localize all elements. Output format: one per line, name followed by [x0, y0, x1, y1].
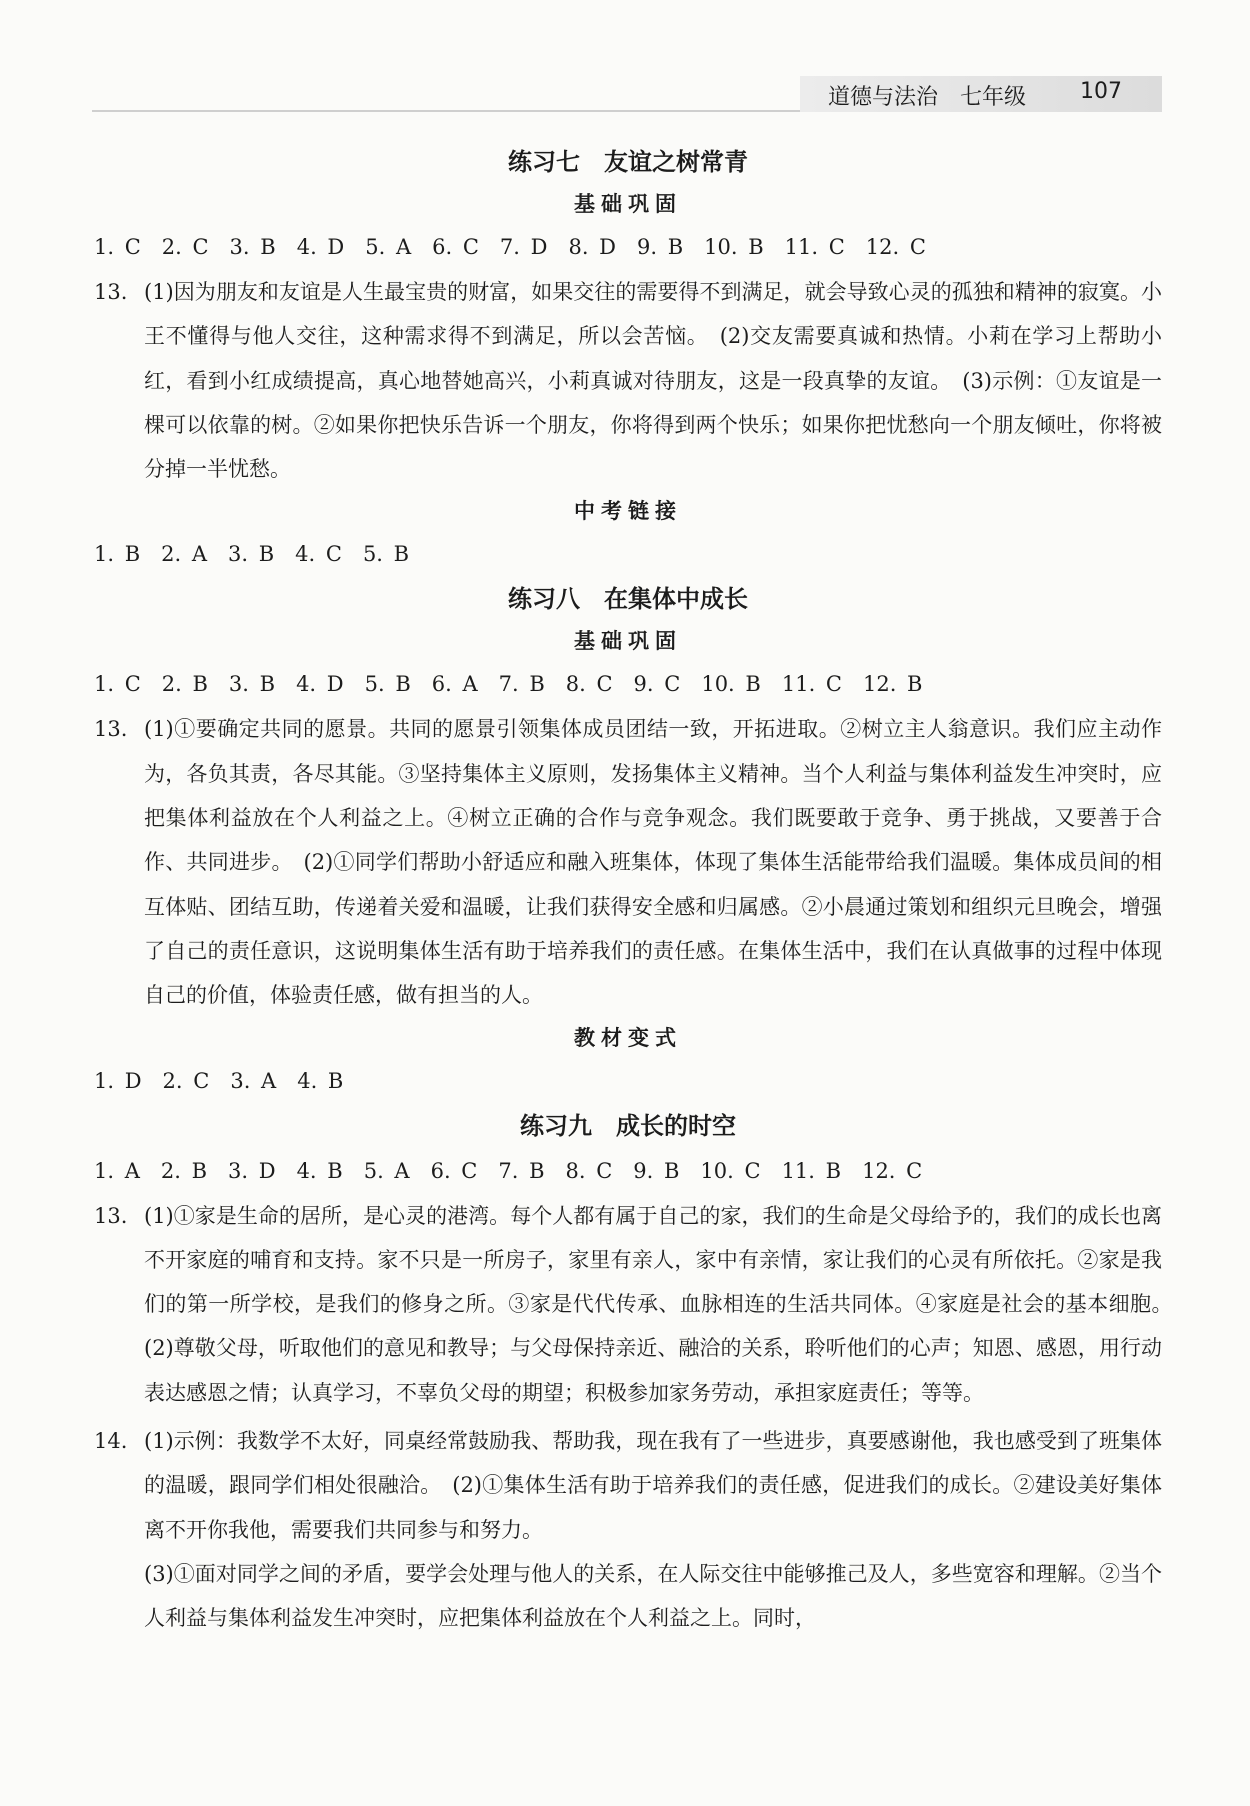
answer-content	[94, 140, 1183, 1641]
subsection-exam-7: 中考链接	[574, 499, 682, 524]
subsection-variant-8: 教材变式	[574, 1025, 682, 1050]
mc-answers-7: 1. C 2. C 3. B 4. D 5. A 6. C 7. D 8. D 9. B 10. B 11. C 12. C	[94, 235, 926, 259]
subsection-basic-8: 基础巩固	[574, 629, 682, 654]
section-title-8: 练习八 在集体中成长	[508, 584, 748, 614]
question-answer: (1)①要确定共同的愿景。共同的愿景引领集体成员团结一致，开拓进取。②树立主人翁意识。我们应主动作为，各负其责，各尽其能。③坚持集体主义原则，发扬集体主义精神。当个人利益与集体利益发生冲突时，应把集体利益放在个人利益之上。④树立正确的合作与竞争观念。我们既要敢于竞争、勇于挑战，又要善于合作、共同进步。 (2)①同学们帮助小舒适应和融入班集体，体现了集体生活能带给我们温暖。集体成员间的相互体贴、团结互助，传递着关爱和温暖，让我们获得安全感和归属感。②小晨通过策划和组织元旦晚会，增强了自己的责任意识，这说明集体生活有助于培养我们的责任感。在集体生活中，我们在认真做事的过程中体现自己的价值，体验责任感，做有担当的人。	[144, 717, 1162, 1008]
question-answer: (1)因为朋友和友谊是人生最宝贵的财富，如果交往的需要得不到满足，就会导致心灵的孤独和精神的寂寞。小王不懂得与他人交往，这种需求得不到满足，所以会苦恼。 (2)交友需要真诚和热情。小莉在学习上帮助小红，看到小红成绩提高，真心地替她高兴，小莉真诚对待朋友，这是一段真挚的友谊。 (3)示例：①友谊是一棵可以依靠的树。②如果你把快乐告诉一个朋友，你将得到两个快乐；如果你把忧愁向一个朋友倾吐，你将被分掉一半忧愁。	[144, 280, 1162, 482]
question-13-s8	[94, 707, 1162, 1017]
question-number: 13.	[94, 717, 128, 742]
question-13-s7	[94, 270, 1162, 491]
question-14-s9	[94, 1419, 1162, 1552]
question-number: 14.	[94, 1429, 128, 1454]
question-number: 13.	[94, 1203, 128, 1228]
question-14-continuation: (3)①面对同学之间的矛盾，要学会处理与他人的关系，在人际交往中能够推己及人，多些宽容和理解。②当个人利益与集体利益发生冲突时，应把集体利益放在个人利益之上。同时，	[144, 1561, 1162, 1631]
subsection-basic-7: 基础巩固	[574, 192, 682, 216]
mc-answers-9: 1. A 2. B 3. D 4. B 5. A 6. C 7. B 8. C 9. B 10. C 11. B 12. C	[94, 1158, 923, 1183]
page-number: 107	[1080, 79, 1122, 104]
question-answer: (1)示例：我数学不太好，同桌经常鼓励我、帮助我，现在我有了一些进步，真要感谢他，我也感受到了班集体的温暖，跟同学们相处很融洽。 (2)①集体生活有助于培养我们的责任感，促进我们的成长。②建设美好集体离不开你我他，需要我们共同参与和努力。	[144, 1429, 1162, 1542]
question-number: 13.	[94, 280, 128, 304]
variant-answers-8: 1. D 2. C 3. A 4. B	[94, 1068, 344, 1093]
question-13-s9	[94, 1194, 1183, 1415]
exam-answers-7: 1. B 2. A 3. B 4. C 5. B	[94, 542, 410, 567]
header-title: 道德与法治 七年级	[828, 85, 1027, 110]
mc-answers-8: 1. C 2. B 3. B 4. D 5. B 6. A 7. B 8. C 9. C 10. B 11. C 12. B	[94, 672, 923, 697]
section-title-9: 练习九 成长的时空	[520, 1110, 736, 1140]
section-title-7: 练习七 友谊之树常青	[508, 147, 748, 176]
question-answer: (1)①家是生命的居所，是心灵的港湾。每个人都有属于自己的家，我们的生命是父母给予的，我们的成长也离不开家庭的哺育和支持。家不只是一所房子，家里有亲人，家中有亲情，家让我们的心灵有所依托。②家是我们的第一所学校，是我们的修身之所。③家是代代传承、血脉相连的生活共同体。④家庭是社会的基本细胞。 (2)尊敬父母，听取他们的意见和教导；与父母保持亲近、融洽的关系，聆听他们的心声；知恩、感恩，用行动表达感恩之情；认真学习，不辜负父母的期望；积极参加家务劳动，承担家庭责任；等等。	[144, 1203, 1183, 1405]
